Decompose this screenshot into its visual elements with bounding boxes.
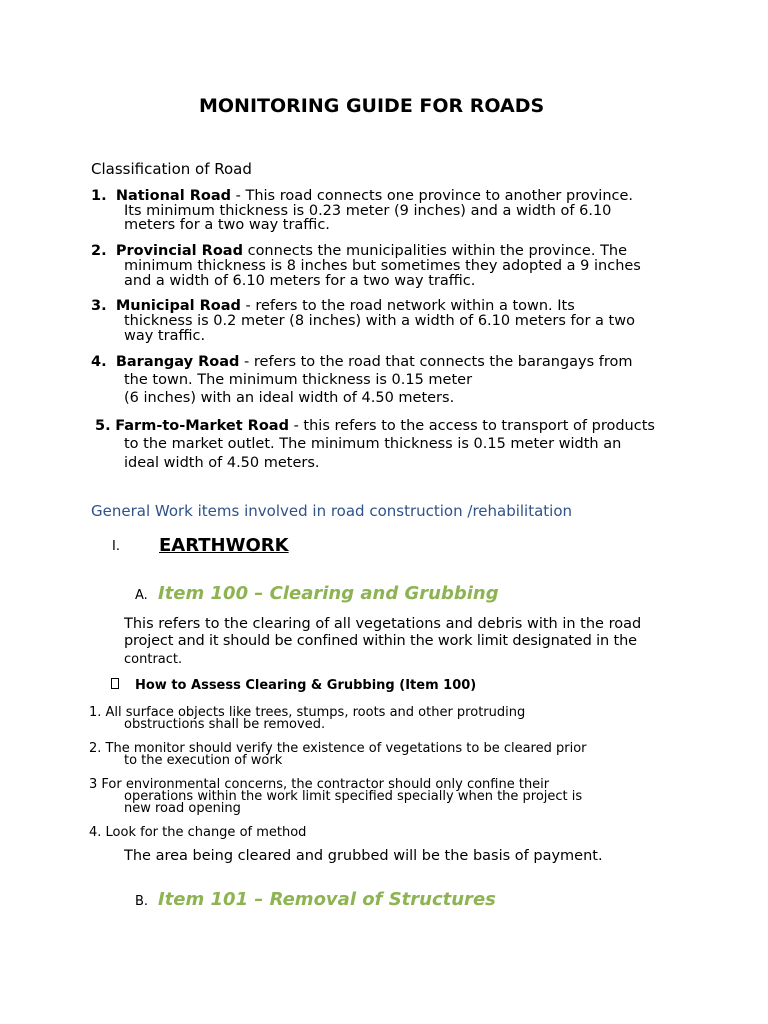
road-item-3 [91,299,575,314]
page-title: MONITORING GUIDE FOR ROADS [199,95,545,117]
classification-heading: Classification of Road [91,160,252,178]
road-item-text: - refers to the road network within a town. Its [240,298,575,314]
road-item-1 [91,189,633,204]
road-item-name: Municipal Road [115,298,241,314]
assess-step: 1. All surface objects like trees, stumps, roots and other protruding [89,705,526,720]
road-item-name: Farm-to-Market Road [115,418,289,434]
road-item-name: Provincial Road [115,243,243,259]
assess-step: obstructions shall be removed. [124,717,326,732]
road-item-text: ideal width of 4.50 meters. [124,455,320,471]
item-description: contract. [124,652,183,667]
road-item-text: meters for a two way traffic. [124,217,330,233]
road-item-text: the town. The minimum thickness is 0.15 meter [124,372,473,388]
road-item-2 [91,244,627,259]
assess-heading: How to Assess Clearing & Grubbing (Item 100) [135,678,477,693]
road-item-text: Its minimum thickness is 0.23 meter (9 inches) and a width of 6.10 [124,203,612,219]
assess-note: The area being cleared and grubbed will be the basis of payment. [124,848,603,864]
road-item-text: - This road connects one province to another province. [231,188,634,204]
road-item-name: Barangay Road [115,354,240,370]
road-item-4 [91,355,633,370]
road-item-text: minimum thickness is 8 inches but sometimes they adopted a 9 inches [124,258,641,274]
section-title: EARTHWORK [159,535,289,556]
road-item-text: and a width of 6.10 meters for a two way traffic. [124,273,476,289]
road-item-5 [95,419,655,434]
general-work-heading: General Work items involved in road construction /rehabilitation [91,502,573,520]
road-item-text: thickness is 0.2 meter (8 inches) with a width of 6.10 meters for a two [124,313,635,329]
road-item-text: (6 inches) with an ideal width of 4.50 meters. [124,390,455,406]
section-numeral: I. [112,539,120,554]
item-letter: A. [135,588,148,603]
road-item-number: 1. [91,188,107,204]
assess-step: 2. The monitor should verify the existence of vegetations to be cleared prior [89,741,587,756]
assess-step: new road opening [124,801,241,816]
road-item-text: way traffic. [124,328,206,344]
assess-step: operations within the work limit specified specially when the project is [124,789,583,804]
item-title: Item 101 – Removal of Structures [158,889,496,910]
road-item-text: - this refers to the access to transport of products [288,418,655,434]
assess-step: to the execution of work [124,753,283,768]
road-item-number: 2. [91,243,107,259]
road-item-number: 5. [95,418,111,434]
assess-step: 4. Look for the change of method [89,825,307,840]
road-item-number: 3. [91,298,107,314]
road-item-text: to the market outlet. The minimum thickness is 0.15 meter width an [124,436,622,452]
item-description: project and it should be confined within the work limit designated in the [124,633,637,649]
road-item-text: - refers to the road that connects the barangays from [239,354,633,370]
bullet-icon [111,678,121,691]
item-title: Item 100 – Clearing and Grubbing [158,583,499,604]
road-item-number: 4. [91,354,107,370]
item-letter: B. [135,894,149,909]
item-description: This refers to the clearing of all vegetations and debris with in the road [124,616,642,632]
road-item-name: National Road [115,188,232,204]
road-item-text: connects the municipalities within the province. The [242,243,628,259]
assess-step: 3 For environmental concerns, the contractor should only confine their [89,777,550,792]
